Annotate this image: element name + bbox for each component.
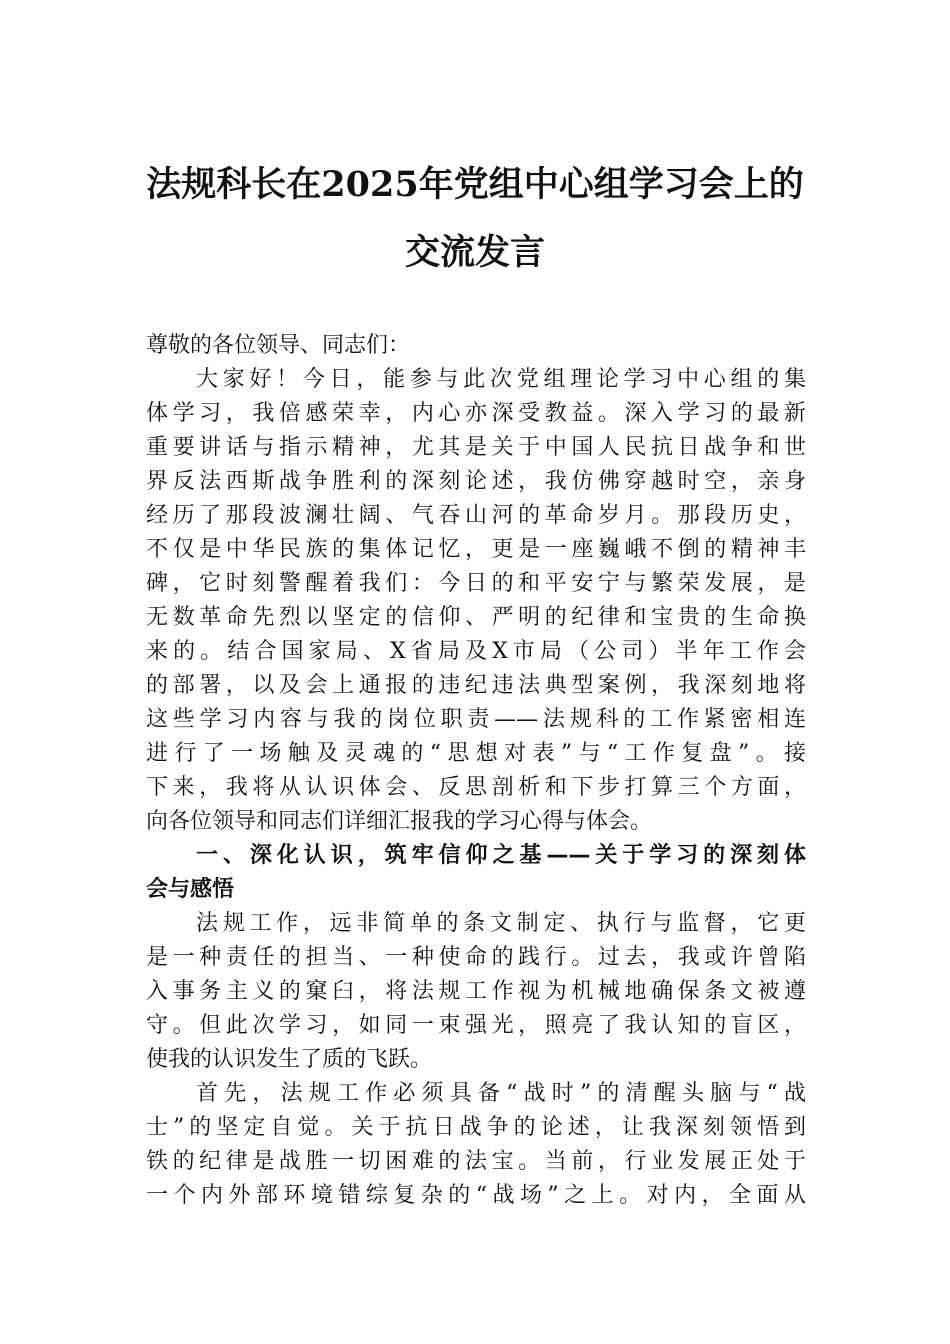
- text-line: 这些学习内容与我的岗位职责——法规科的工作紧密相连: [146, 707, 806, 732]
- paragraph-2: [146, 907, 806, 1077]
- text-line: 碑，它时刻警醒着我们：今日的和平安宁与繁荣发展，是: [146, 571, 806, 596]
- text-line: 是一种责任的担当、一种使命的践行。过去，我或许曾陷: [146, 945, 806, 970]
- text-line: 来的。结合国家局、X省局及X市局（公司）半年工作会: [146, 639, 806, 664]
- text-line: 进行了一场触及灵魂的“思想对表”与“工作复盘”。接: [146, 741, 806, 766]
- document-body: [146, 329, 806, 1213]
- text-line: 下来，我将从认识体会、反思剖析和下步打算三个方面，: [146, 775, 806, 800]
- text-line: 首先，法规工作必须具备“战时”的清醒头脑与“战: [196, 1081, 806, 1106]
- document-title-line-1: 法规科长在2025年党组中心组学习会上的: [146, 164, 804, 205]
- text-line: 无数革命先烈以坚定的信仰、严明的纪律和宝贵的生命换: [146, 605, 806, 630]
- text-line: 大家好！今日，能参与此次党组理论学习中心组的集: [196, 367, 806, 392]
- section-heading-1: [146, 839, 806, 907]
- heading-line: 会与感悟: [146, 877, 235, 902]
- text-line: 法规工作，远非简单的条文制定、执行与监督，它更: [196, 911, 806, 936]
- salutation: 尊敬的各位领导、同志们：: [146, 333, 411, 358]
- paragraph-intro: [146, 363, 806, 839]
- text-line: 士”的坚定自觉。关于抗日战争的论述，让我深刻领悟到: [146, 1115, 806, 1140]
- text-line: 体学习，我倍感荣幸，内心亦深受教益。深入学习的最新: [146, 401, 806, 426]
- paragraph-3: [146, 1077, 806, 1213]
- text-line: 向各位领导和同志们详细汇报我的学习心得与体会。: [146, 809, 653, 834]
- document-title-line-2: 交流发言: [404, 232, 545, 273]
- text-line: 铁的纪律是战胜一切困难的法宝。当前，行业发展正处于: [146, 1149, 806, 1174]
- text-line: 不仅是中华民族的集体记忆，更是一座巍峨不倒的精神丰: [146, 537, 806, 562]
- text-line: 经历了那段波澜壮阔、气吞山河的革命岁月。那段历史，: [146, 503, 806, 528]
- text-line: 重要讲话与指示精神，尤其是关于中国人民抗日战争和世: [146, 435, 806, 460]
- text-line: 守。但此次学习，如同一束强光，照亮了我认知的盲区，: [146, 1013, 806, 1038]
- text-line: 一个内外部环境错综复杂的“战场”之上。对内，全面从: [146, 1183, 806, 1208]
- text-line: 的部署，以及会上通报的违纪违法典型案例，我深刻地将: [146, 673, 806, 698]
- text-line: 入事务主义的窠臼，将法规工作视为机械地确保条文被遵: [146, 979, 806, 1004]
- text-line: 界反法西斯战争胜利的深刻论述，我仿佛穿越时空，亲身: [146, 469, 806, 494]
- text-line: 使我的认识发生了质的飞跃。: [146, 1047, 433, 1072]
- heading-line: 一、深化认识，筑牢信仰之基——关于学习的深刻体: [196, 843, 806, 868]
